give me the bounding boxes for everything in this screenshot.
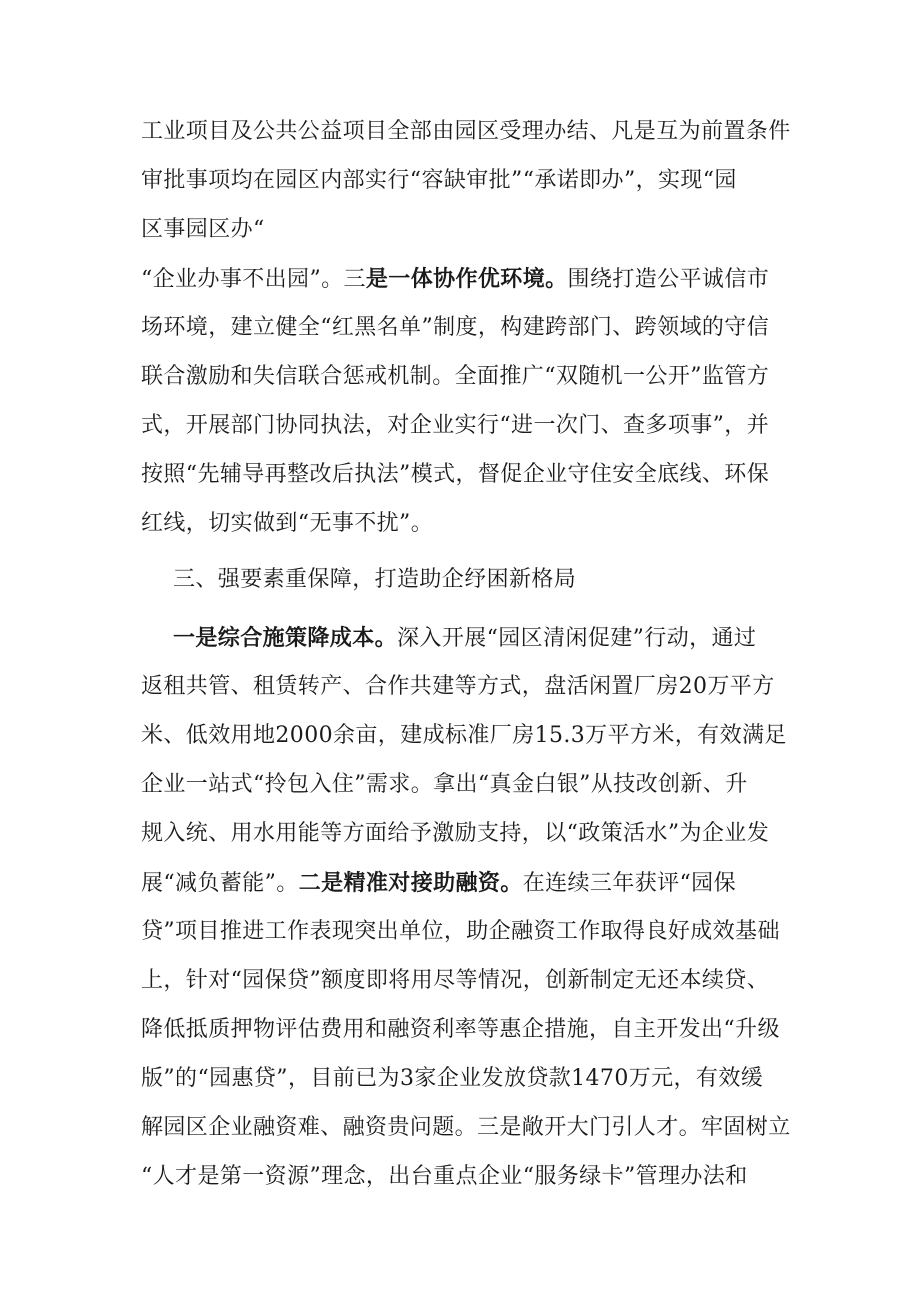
paragraph-line: 式，开展部门协同执法，对企业实行“进一次门、查多项事”，并 <box>141 413 770 438</box>
text-run: 围绕打造公平诚信市 <box>567 267 770 292</box>
paragraph-line: 返租共管、租赁转产、合作共建等方式，盘活闲置厂房20万平方 <box>141 674 775 699</box>
bold-lead-phrase: 一是综合施策降成本。 <box>173 625 398 651</box>
paragraph-line: 米、低效用地2000余亩，建成标准厂房15.3万平方米，有效满足 <box>141 723 787 748</box>
paragraph-line: 工业项目及公共公益项目全部由园区受理办结、凡是互为前置条件 <box>141 119 791 144</box>
paragraph-line: 场环境，建立健全“红黑名单”制度，构建跨部门、跨领域的守信 <box>141 315 770 340</box>
text-run: 深入开展“园区清闲促建”行动，通过 <box>397 626 757 651</box>
text-run: “企业办事不出园”。三 <box>141 267 366 292</box>
paragraph-line: 联合激励和失信联合惩戒机制。全面推广“双随机一公开”监管方 <box>141 364 770 389</box>
bold-lead-phrase: 二是精准对接助融资。 <box>298 870 523 896</box>
paragraph-line: 红线，切实做到“无事不扰”。 <box>141 511 434 536</box>
paragraph-line: 解园区企业融资难、融资贵问题。三是敞开大门引人才。牢固树立 <box>141 1115 791 1140</box>
paragraph-line: 企业一站式“拎包入住”需求。拿出“真金白银”从技改创新、升 <box>141 772 748 797</box>
text-run: 展“减负蓄能”。 <box>141 871 299 896</box>
paragraph-line: 按照“先辅导再整改后执法”模式，督促企业守住安全底线、环保 <box>141 462 770 487</box>
paragraph-line: 区事园区办“ <box>141 217 265 242</box>
paragraph-line: “人才是第一资源”理念，出台重点企业“服务绿卡”管理办法和 <box>141 1164 748 1189</box>
paragraph-line <box>173 620 801 656</box>
bold-lead-phrase: 是一体协作优环境。 <box>365 266 568 292</box>
paragraph-line <box>141 261 801 297</box>
paragraph-line: 审批事项均在园区内部实行“容缺审批”“承诺即办”，实现“园 <box>141 168 737 193</box>
paragraph-line: 规入统、用水用能等方面给予激励支持，以“政策活水”为企业发 <box>141 821 770 846</box>
paragraph-line: 版”的“园惠贷”，目前已为3家企业发放贷款1470万元，有效缓 <box>141 1066 764 1091</box>
paragraph-line <box>141 865 801 901</box>
paragraph-line: 贷”项目推进工作表现突出单位，助企融资工作取得良好成效基础 <box>141 919 780 944</box>
paragraph-line: 降低抵质押物评估费用和融资利率等惠企措施，自主开发出“升级 <box>141 1017 780 1042</box>
paragraph-line: 上，针对“园保贷”额度即将用尽等情况，创新制定无还本续贷、 <box>141 968 770 993</box>
text-run: 在连续三年获评“园保 <box>522 871 736 896</box>
section-heading: 三、强要素重保障，打造助企纾困新格局 <box>173 567 577 592</box>
